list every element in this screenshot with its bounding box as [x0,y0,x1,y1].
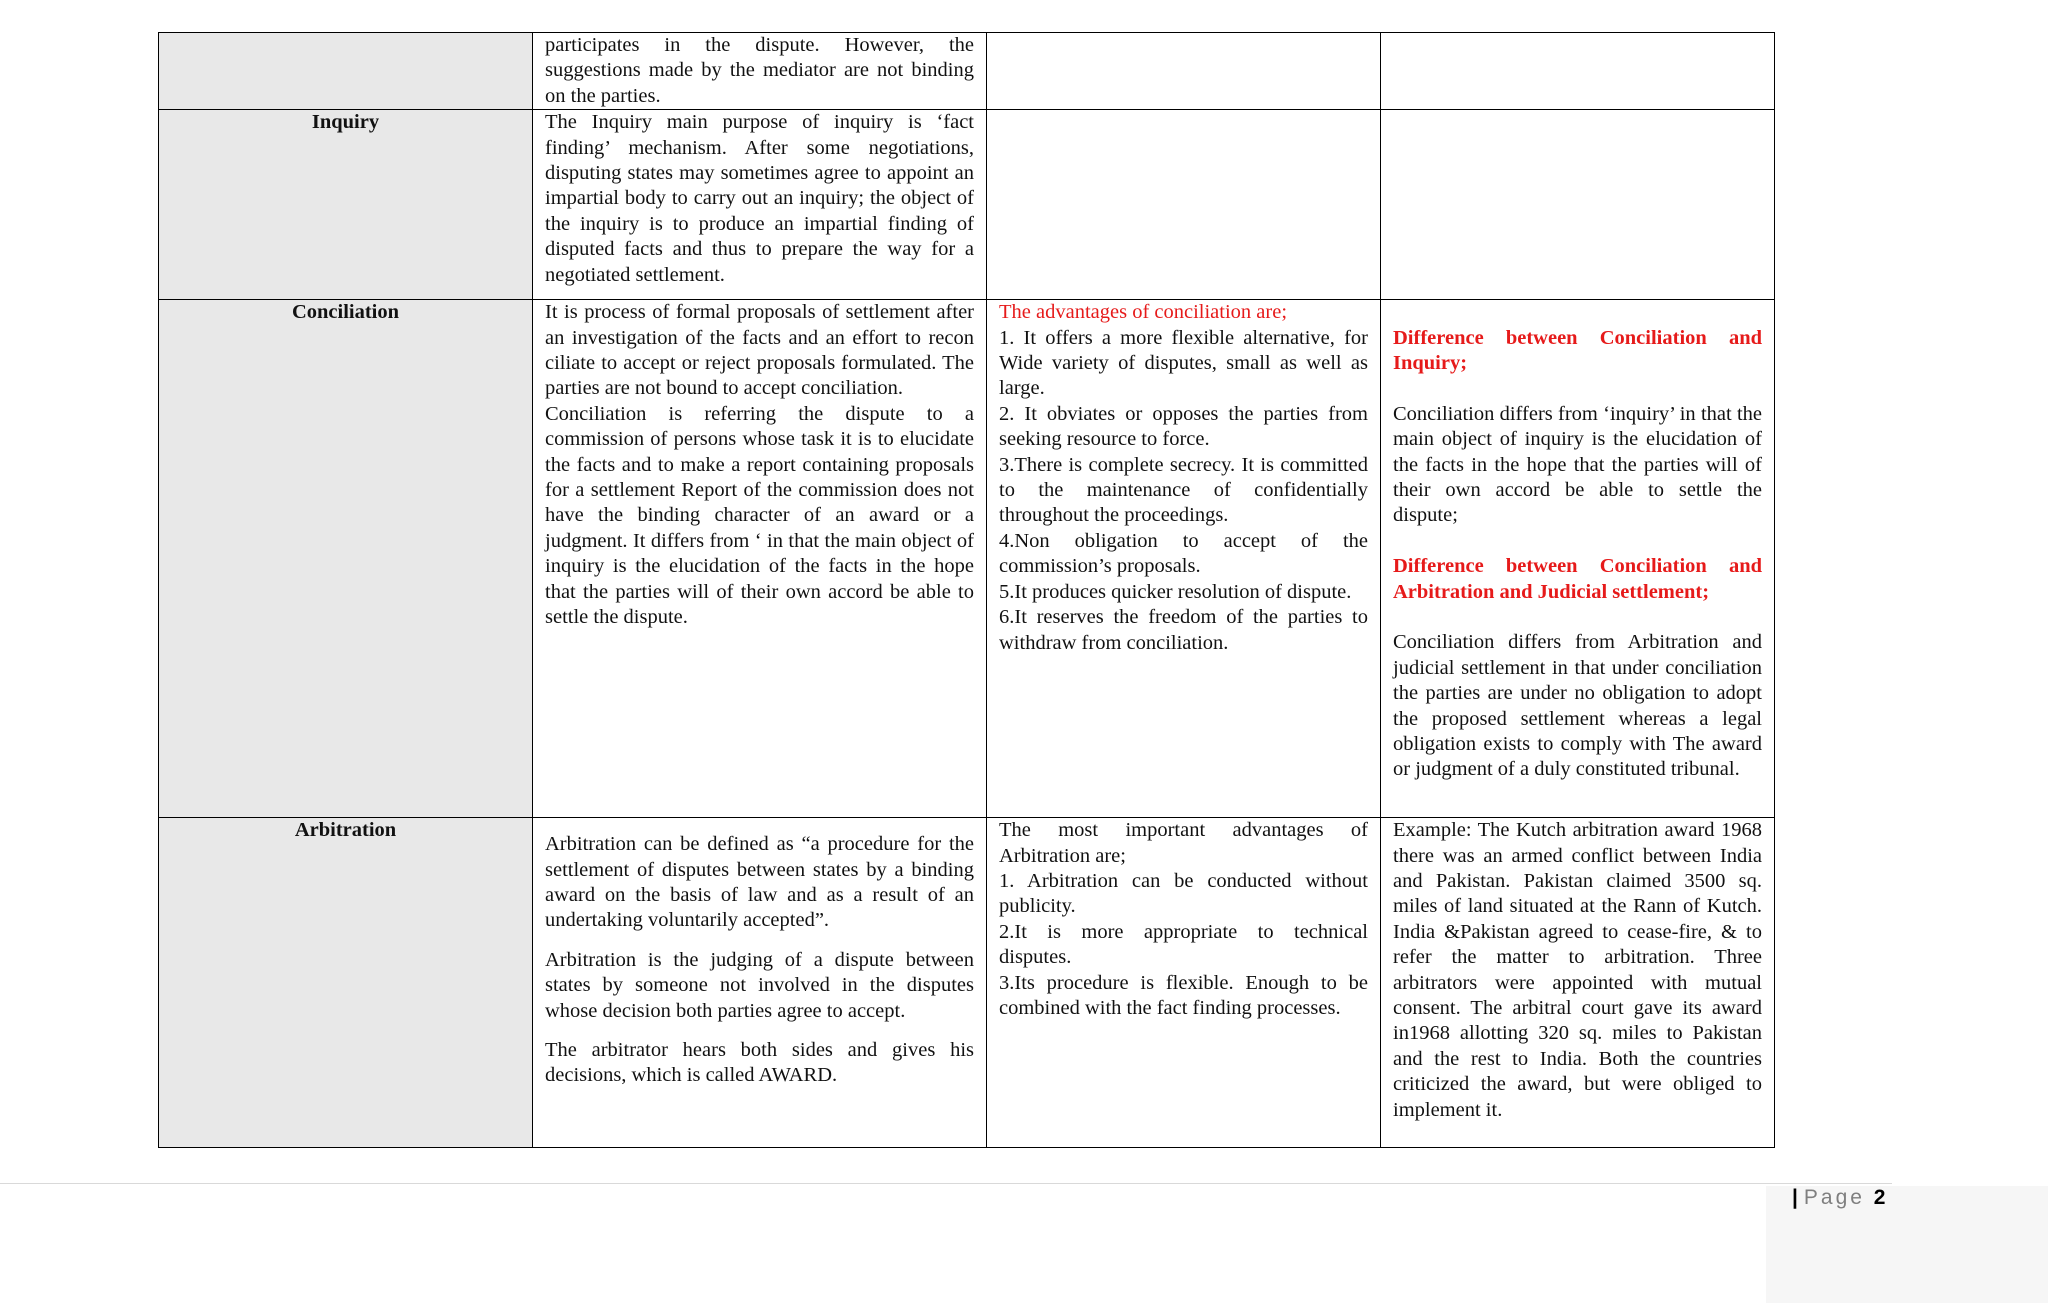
inquiry-advantages-cell [987,110,1381,300]
comparison-table [158,32,1775,1148]
conciliation-heading: Conciliation [291,301,400,324]
conciliation-heading-cell [159,300,533,818]
table-row-inquiry [159,110,1775,300]
difference-inquiry-text: Conciliation differs from ‘inquiry’ in that the main object of inquiry is the elucidation of the facts in the hope that the parties will of their own accord be able to settle the dispute; [1393,402,1762,527]
conciliation-definition-cell [533,300,987,818]
list-item: 4.Non obligation to accept of the commission’s proposals. [999,529,1368,578]
inquiry-definition-cell [533,110,987,300]
footer-divider [0,1183,1892,1184]
list-item: 2. It obviates or opposes the parties from seeking resource to force. [999,402,1368,451]
list-item: 5.It produces quicker resolution of dispute. [999,580,1352,603]
arbitration-definition-cell [533,818,987,1148]
mediation-definition-cell [533,33,987,110]
arbitration-definition-p2: Arbitration is the judging of a dispute between states by someone not involved in the disputes whose decision both parties agree to accept. [545,948,974,1022]
difference-inquiry-heading: Difference between Conciliation and Inquiry; [1393,326,1762,375]
arbitration-definition-p1: Arbitration can be defined as “a procedure for the settlement of disputes between states by a binding award on the basis of law and as a result of an undertaking voluntarily accepted”. [545,833,974,932]
inquiry-notes-cell [1381,110,1775,300]
footer-bar: | [1792,1186,1798,1209]
conciliation-differences-cell [1381,300,1775,818]
arbitration-example-cell [1381,818,1775,1148]
conciliation-advantages-heading: The advantages of conciliation are; [999,301,1288,324]
conciliation-advantages-cell [987,300,1381,818]
difference-arbitration-heading: Difference between Conciliation and Arbitration and Judicial settlement; [1393,555,1762,603]
mediation-definition: participates in the dispute. However, the suggestions made by the mediator are not binding on the parties. [545,34,974,107]
page-number-footer [1792,1186,1888,1210]
spacer [1393,300,1762,325]
arbitration-definition-p3: The arbitrator hears both sides and gives his decisions, which is called AWARD. [545,1039,974,1087]
arbitration-heading-cell [159,818,533,1148]
table-row-conciliation [159,300,1775,818]
spacer [1393,529,1762,554]
inquiry-heading-cell [159,110,533,300]
list-item: 1. Arbitration can be conducted without publicity. [999,870,1368,918]
mediation-heading-cell [159,33,533,110]
spacer [1393,605,1762,630]
mediation-notes-cell [1381,33,1775,110]
list-item: 6.It reserves the freedom of the parties to withdraw from conciliation. [999,606,1368,654]
conciliation-definition-p1: It is process of formal proposals of settlement after an investigation of the facts and an effort to recon ciliate to accept or reject proposals formulated. The parties are not bound to accept conciliation. [545,301,974,400]
arbitration-advantages-heading: The most important advantages of Arbitration are; [999,819,1368,867]
difference-arbitration-text: Conciliation differs from Arbitration and judicial settlement in that under conciliation the parties are under no obligation to adopt the proposed settlement whereas a legal obligation exists to comply with The award or judgment of a duly constituted tribunal. [1393,631,1762,781]
list-item: 3.Its procedure is flexible. Enough to be combined with the fact finding processes. [999,971,1368,1020]
page-label: Page [1803,1186,1865,1209]
inquiry-heading: Inquiry [311,111,380,134]
inquiry-definition: The Inquiry main purpose of inquiry is ‘fact finding’ mechanism. After some negotiations, disputing states may sometimes agree to appoint an impartial body to carry out an inquiry; the object of the inquiry is to produce an impartial finding of disputed facts and thus to prepare the way for a negotiated settlement. [545,111,974,286]
list-item: 2.It is more appropriate to technical disputes. [999,920,1368,969]
page-number: 2 [1873,1186,1889,1209]
mediation-advantages-cell [987,33,1381,110]
conciliation-definition-p2: Conciliation is referring the dispute to a commission of persons whose task it is to elucidate the facts and to make a report containing proposals for a settlement Report of the commission does not have the binding character of an award or a judgment. It differs from ‘ in that the main object of inquiry is the elucidation of the facts in the hope that the parties will of their own accord be able to settle the dispute. [545,402,974,629]
table-row-mediation [159,33,1775,110]
arbitration-example: Example: The Kutch arbitration award 1968 there was an armed conflict between India and Pakistan. Pakistan claimed 3500 sq. miles of land situated at the Rann of Kutch. India &Pakistan agreed to cease-fire, & to refer the matter to arbitration. Three arbitrators were appointed with mutual consent. The arbitral court gave its award in1968 allotting 320 sq. miles to Pakistan and the rest to India. Both the countries criticized the award, but were obliged to implement it. [1393,819,1762,1121]
arbitration-heading: Arbitration [294,819,397,842]
table-row-arbitration [159,818,1775,1148]
list-item: 1. It offers a more flexible alternative, for Wide variety of disputes, small as well as large. [999,326,1368,400]
spacer [1393,376,1762,401]
list-item: 3.There is complete secrecy. It is committed to the maintenance of confidentially throughout the proceedings. [999,453,1368,527]
arbitration-advantages-cell [987,818,1381,1148]
